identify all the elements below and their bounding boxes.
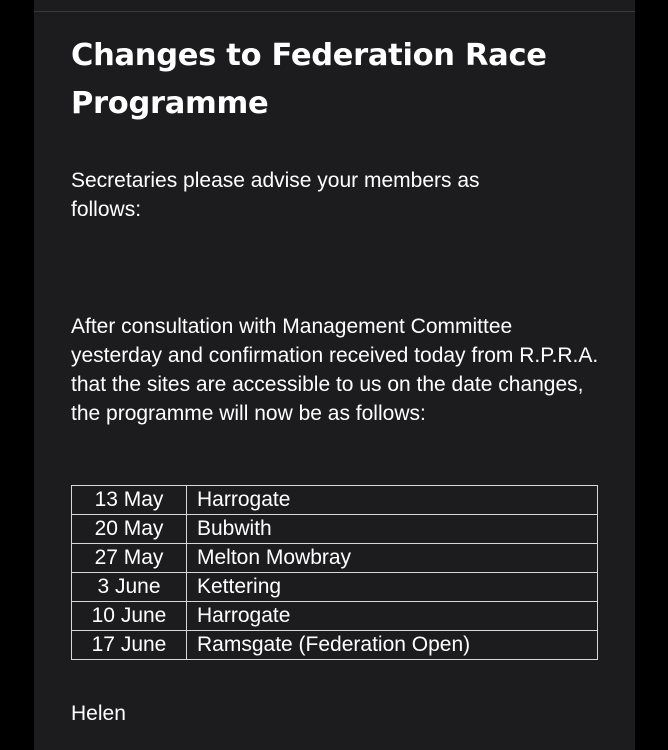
race-schedule-table [71, 485, 598, 660]
race-date: 20 May [72, 515, 187, 544]
race-location: Harrogate [187, 486, 598, 515]
race-date: 27 May [72, 544, 187, 573]
body-paragraph: After consultation with Management Committee yesterday and confirmation received today from R.P.R.A. that the sites are accessible to us on the date changes, the programme will now be as follows: [71, 315, 599, 425]
message-title: Changes to Federation Race Programme [71, 38, 547, 121]
table-row [72, 544, 598, 573]
race-location: Kettering [187, 573, 598, 602]
race-location: Melton Mowbray [187, 544, 598, 573]
race-location: Bubwith [187, 515, 598, 544]
top-divider [34, 11, 635, 12]
table-row [72, 573, 598, 602]
table-row [72, 486, 598, 515]
signature: Helen [71, 702, 126, 725]
message-panel [34, 0, 635, 750]
intro-paragraph: Secretaries please advise your members as follows: [71, 169, 480, 221]
race-location: Ramsgate (Federation Open) [187, 631, 598, 660]
table-row [72, 515, 598, 544]
race-date: 3 June [72, 573, 187, 602]
race-location: Harrogate [187, 602, 598, 631]
race-date: 17 June [72, 631, 187, 660]
table-row [72, 631, 598, 660]
table-row [72, 602, 598, 631]
race-date: 13 May [72, 486, 187, 515]
race-date: 10 June [72, 602, 187, 631]
